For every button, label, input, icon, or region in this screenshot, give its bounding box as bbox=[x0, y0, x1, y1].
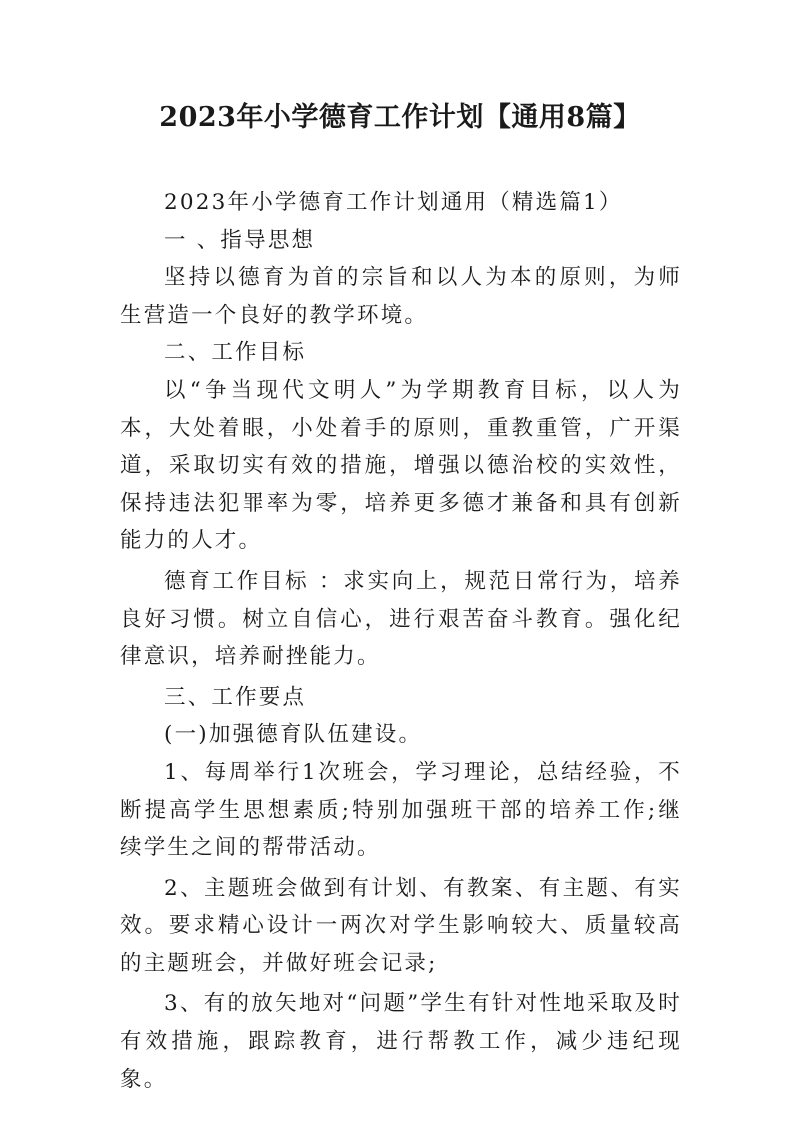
list-item-1: 1、每周举行1次班会，学习理论，总结经验，不断提高学生思想素质;特别加强班干部的培养工作;继续学生之间的帮带活动。 bbox=[120, 759, 682, 861]
list-item-3: 3、有的放矢地对“问题”学生有针对性地采取及时有效措施，跟踪教育，进行帮教工作，减少违纪现象。 bbox=[120, 991, 682, 1092]
section-subtitle: 2023年小学德育工作计划通用（精选篇1） bbox=[164, 190, 623, 215]
document-body bbox=[120, 184, 682, 1098]
paragraph-work-goals: 以“争当现代文明人”为学期教育目标，以人为本，大处着眼，小处着手的原则，重教重管，广开渠道，采取切实有效的措施，增强以德治校的实效性，保持违法犯罪率为零，培养更多德才兼备和具有创新能力的人才。 bbox=[120, 377, 682, 554]
heading-work-goals: 二、工作目标 bbox=[164, 340, 307, 366]
heading-guiding-ideology: 一 、指导思想 bbox=[164, 227, 316, 253]
paragraph-guiding-ideology: 坚持以德育为首的宗旨和以人为本的原则，为师生营造一个良好的教学环境。 bbox=[120, 265, 682, 328]
heading-work-points: 三、工作要点 bbox=[164, 684, 307, 710]
document-title: 2023年小学德育工作计划【通用8篇】 bbox=[159, 102, 641, 133]
heading-team-building: (一)加强德育队伍建设。 bbox=[164, 722, 423, 748]
paragraph-moral-goals: 德育工作目标 ：求实向上，规范日常行为，培养良好习惯。树立自信心，进行艰苦奋斗教育。强化纪律意识，培养耐挫能力。 bbox=[120, 568, 682, 670]
list-item-2: 2、主题班会做到有计划、有教案、有主题、有实效。要求精心设计一两次对学生影响较大、质量较高的主题班会，并做好班会记录; bbox=[120, 875, 682, 976]
